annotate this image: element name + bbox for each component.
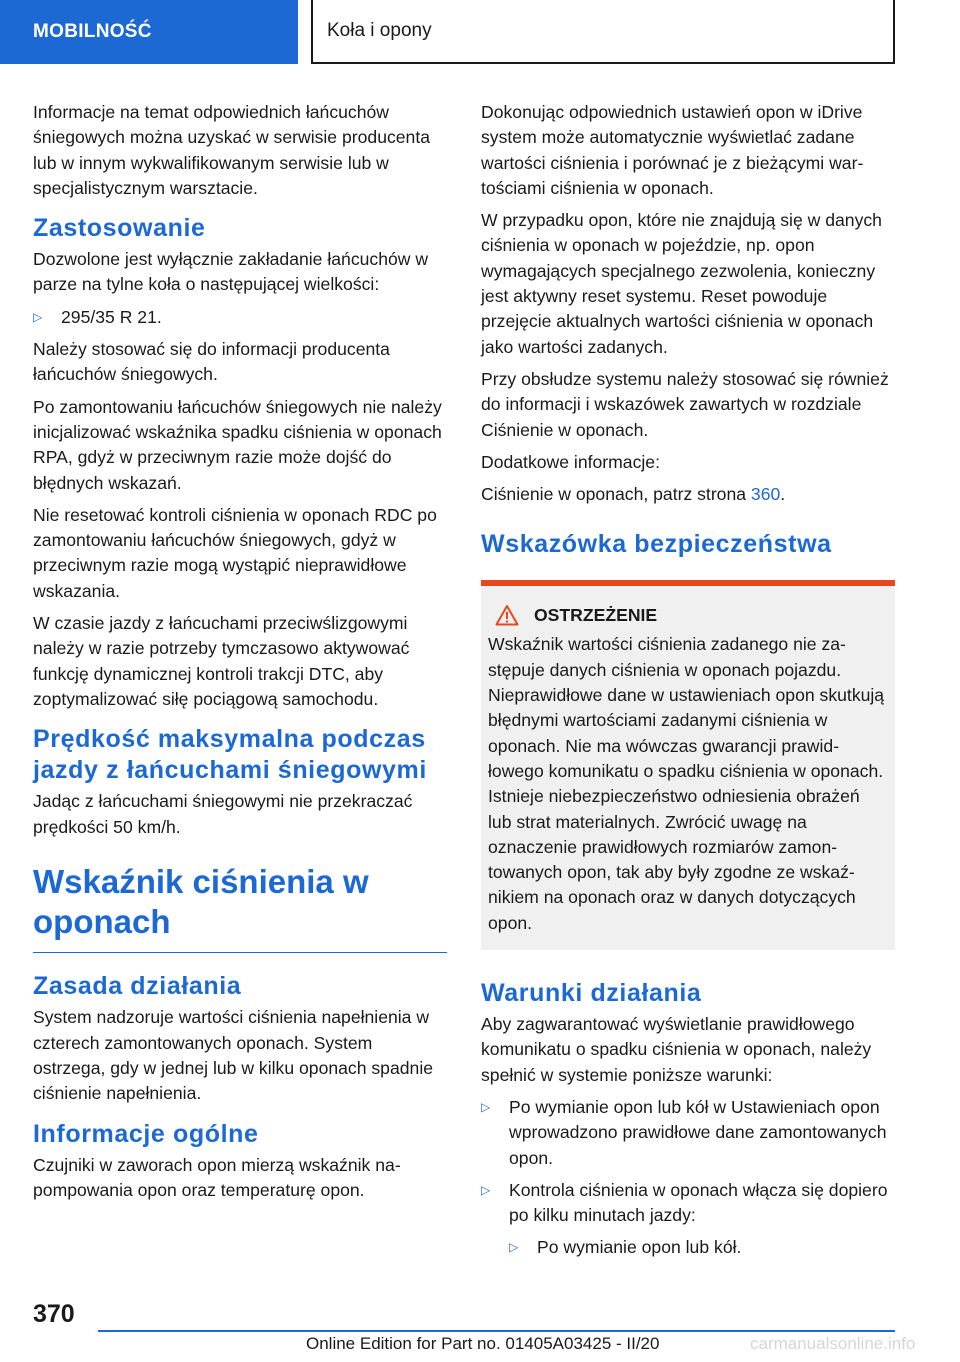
list-item-text: Po wymianie opon lub kół w Ustawieniach opon wprowadzono prawidłowe dane zamontowanych opon. — [509, 1096, 887, 1168]
list-item-text: Po wymianie opon lub kół. — [537, 1237, 742, 1258]
list-item-text: Kontrola ciśnienia w oponach włącza się dopiero po kilku minutach jazdy: — [509, 1179, 888, 1226]
right-column — [481, 100, 895, 1268]
heading-wskazowka: Wskazówka bezpieczeństwa — [481, 530, 832, 559]
paragraph-text: Ciśnienie w oponach, patrz strona — [481, 484, 751, 505]
sub-list-item — [481, 1235, 895, 1260]
paragraph: W czasie jazdy z łańcuchami przeciwślizgowymi należy w razie potrzeby tymczasowo aktywować funkcję dynamicznej kontroli trakcji DTC, aby zoptymalizować siłę pociągową samochodu. — [33, 613, 410, 709]
footer-edition: Online Edition for Part no. 01405A03425 - II/20 — [306, 1334, 660, 1353]
heading-warunki: Warunki działania — [481, 979, 702, 1008]
paragraph: Dodatkowe informacje: — [481, 451, 660, 472]
triangle-bullet-icon: ▷ — [481, 1099, 491, 1114]
footer-divider — [98, 1330, 895, 1332]
paragraph-end: . — [780, 484, 786, 505]
paragraph: Aby zagwarantować wyświetlanie prawidłowego komunikatu o spadku ciśnienia w oponach, należy spełnić w systemie poniższe warunki: — [481, 1014, 872, 1085]
warning-header — [488, 604, 887, 626]
list-item — [481, 1178, 895, 1229]
section-tab: MOBILNOŚĆ — [0, 0, 298, 64]
triangle-bullet-icon: ▷ — [509, 1240, 519, 1255]
paragraph: Należy stosować się do informacji producenta łańcuchów śniegowych. — [33, 339, 390, 385]
intro-paragraph: Informacje na temat odpowiednich łańcuchów śniegowych można uzyskać w serwisie producenta lub w innym wykwalifikowanym serwisie lub w specjalistycznym warsztacie. — [33, 102, 431, 198]
list-item-text: 295/35 R 21. — [61, 306, 162, 327]
heading-wskaznik: Wskaźnik ciśnienia w oponach — [33, 862, 369, 940]
paragraph-with-link — [481, 482, 895, 507]
paragraph: System nadzoruje wartości ciśnienia napełnienia w czterech zamontowanych oponach. System ostrzega, gdy w jednej lub w kilku oponach spadnie ciśnienie napełnienia. — [33, 1007, 434, 1104]
warning-title: OSTRZEŻENIE — [534, 604, 658, 625]
paragraph: Czujniki w zaworach opon mierzą wskaźnik napompowania opon oraz temperaturę opon. — [33, 1154, 401, 1200]
list-item — [33, 305, 447, 330]
heading-informacje: Informacje ogólne — [33, 1119, 259, 1148]
triangle-bullet-icon: ▷ — [33, 309, 43, 324]
heading-zastosowanie: Zastosowanie — [33, 214, 206, 243]
paragraph: Dokonując odpowiednich ustawień opon w iDrive system może automatycznie wyświetlać zadane wartości ciśnienia i porównać je z bieżącymi wartościami ciśnienia w oponach. — [481, 102, 864, 198]
watermark: carmanualsonline.info — [750, 1334, 916, 1353]
left-column — [33, 100, 447, 1210]
paragraph: Przy obsłudze systemu należy stosować się również do informacji i wskazówek zawartych w rozdziale Ciśnienie w oponach. — [481, 368, 889, 440]
paragraph: Po zamontowaniu łańcuchów śniegowych nie należy inicjalizować wskaźnika spadku ciśnienia w oponach RPA, gdyż w przeciwnym razie może dojść do błędnych wskazań. — [33, 396, 442, 493]
warning-triangle-icon — [495, 604, 519, 626]
heading-divider — [33, 952, 447, 954]
page-number: 370 — [33, 1300, 75, 1328]
warning-box — [481, 580, 895, 950]
paragraph: Jadąc z łańcuchami śniegowymi nie przekraczać prędkości 50 km/h. — [33, 791, 413, 837]
paragraph: Dozwolone jest wyłącznie zakładanie łańcuchów w parze na tylne koła o następującej wielkości: — [33, 249, 429, 295]
paragraph: W przypadku opon, które nie znajdują się w danych ciśnienia w oponach w pojeździe, np. opon wymagających specjalnego zezwolenia, konieczny jest aktywny reset systemu. Reset powoduje przejęcie aktualnych wartości ciśnienia w oponach jako wartości zadanych. — [481, 210, 882, 357]
triangle-bullet-icon: ▷ — [481, 1182, 491, 1197]
chapter-title: Koła i opony — [311, 0, 895, 64]
paragraph: Nie resetować kontroli ciśnienia w oponach RDC po zamontowaniu łańcuchów śniegowych, gdyż w przeciwnym razie mogą wystąpić nieprawidłowe wskazania. — [33, 504, 437, 601]
heading-zasada: Zasada działania — [33, 972, 242, 1001]
warning-text: Wskaźnik wartości ciśnienia zadanego nie zastępuje danych ciśnienia w oponach pojazdu. Nieprawidłowe dane w ustawieniach opon skutkują błędnymi wartościami zadanymi ciśnienia w oponach. Nie ma wówczas gwarancji prawidłowego komunikatu o spadku ciśnienia w oponach. Istnieje niebezpieczeństwo odniesienia obrażeń lub strat materialnych. Zwrócić uwagę na oznaczenie prawidłowych rozmiarów zamontowanych opon, tak aby były zgodne ze wskaźnikiem na oponach oraz w danych dotyczących opon. — [488, 634, 885, 933]
heading-predkosc: Prędkość maksymalna podczas jazdy z łańcuchami śniegowymi — [33, 725, 427, 785]
list-item — [481, 1095, 895, 1171]
page-link[interactable]: 360 — [750, 484, 781, 505]
